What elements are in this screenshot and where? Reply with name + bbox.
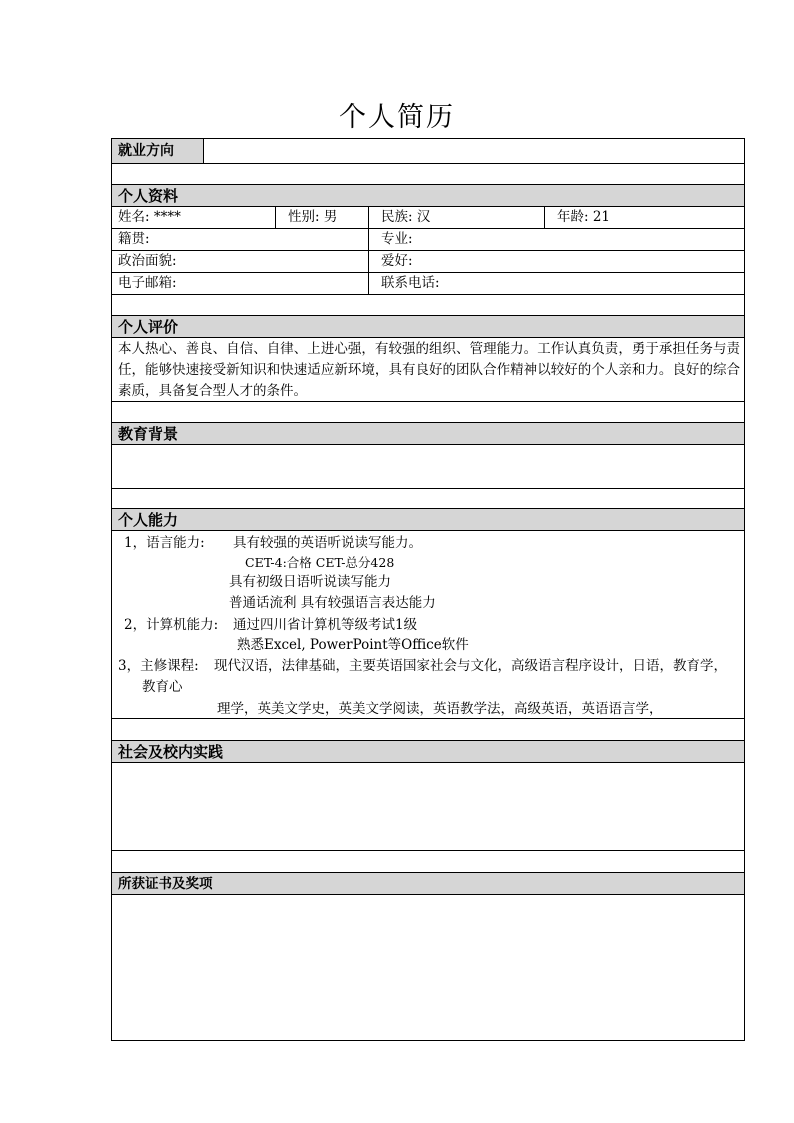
- education-heading: 教育背景: [112, 423, 744, 445]
- evaluation-text: 本人热心、善良、自信、自律、上进心强，有较强的组织、管理能力。工作认真负责，勇于承担任务与责任，能够快速接受新知识和快速适应新环境，具有良好的团队合作精神以较好的个人亲和力。良好的综合素质，具备复合型人才的条件。: [118, 341, 740, 399]
- age-field: 年龄: 21: [544, 207, 744, 228]
- ability-heading: 个人能力: [112, 509, 744, 531]
- education-body: [112, 445, 744, 489]
- language-line-4: 普通话流利 具有较强语言表达能力: [229, 595, 436, 611]
- evaluation-heading: 个人评价: [112, 316, 744, 338]
- personal-row-1: [112, 207, 744, 229]
- language-label: 1，语言能力:: [124, 535, 205, 551]
- language-line-2: CET-4:合格 CET-总分428: [245, 555, 395, 570]
- spacer-row: [112, 851, 744, 873]
- personal-row-3: [112, 251, 744, 273]
- awards-heading: 所获证书及奖项: [112, 873, 744, 895]
- computer-label: 2，计算机能力:: [124, 617, 219, 633]
- spacer-row: [112, 489, 744, 509]
- gender-field: 性别: 男: [275, 207, 368, 228]
- native-place-field: 籍贯:: [118, 231, 150, 247]
- email-field: 电子邮箱:: [118, 275, 177, 291]
- courses-line-1: 现代汉语，法律基础，主要英语国家社会与文化，高级语言程序设计，日语，教育学，: [214, 658, 727, 674]
- spacer-row: [112, 164, 744, 185]
- major-field: 专业:: [368, 229, 744, 250]
- computer-line-2: 熟悉Excel, PowerPoint等Office软件: [237, 637, 469, 653]
- courses-line-3: 理学，英美文学史，英美文学阅读，英语教学法，高级英语，英语语言学，: [217, 701, 663, 717]
- courses-label: 3，主修课程:: [118, 658, 199, 674]
- phone-field: 联系电话:: [368, 273, 744, 294]
- computer-line-1: 通过四川省计算机等级考试1级: [233, 617, 418, 633]
- political-field: 政治面貌:: [118, 253, 177, 269]
- practice-heading: 社会及校内实践: [112, 741, 744, 763]
- courses-line-2: 教育心: [142, 679, 183, 695]
- personal-row-4: [112, 273, 744, 295]
- language-line-1: 具有较强的英语听说读写能力。: [233, 535, 422, 551]
- language-line-3: 具有初级日语听说读写能力: [229, 574, 391, 590]
- personal-row-2: [112, 229, 744, 251]
- name-field: 姓名: ****: [118, 209, 181, 225]
- spacer-row: [112, 402, 744, 423]
- spacer-row: [112, 295, 744, 316]
- page-title: 个人简历: [339, 102, 455, 133]
- career-value[interactable]: [204, 139, 744, 163]
- resume-table: [111, 138, 745, 1041]
- hobby-field: 爱好:: [368, 251, 744, 272]
- personal-heading: 个人资料: [112, 185, 744, 207]
- career-row: [112, 139, 744, 164]
- ability-body: [112, 531, 744, 719]
- career-label: 就业方向: [112, 139, 204, 163]
- awards-body: [112, 895, 744, 1040]
- evaluation-body: [112, 338, 744, 402]
- spacer-row: [112, 719, 744, 741]
- ethnicity-field: 民族: 汉: [368, 207, 544, 228]
- practice-body: [112, 763, 744, 851]
